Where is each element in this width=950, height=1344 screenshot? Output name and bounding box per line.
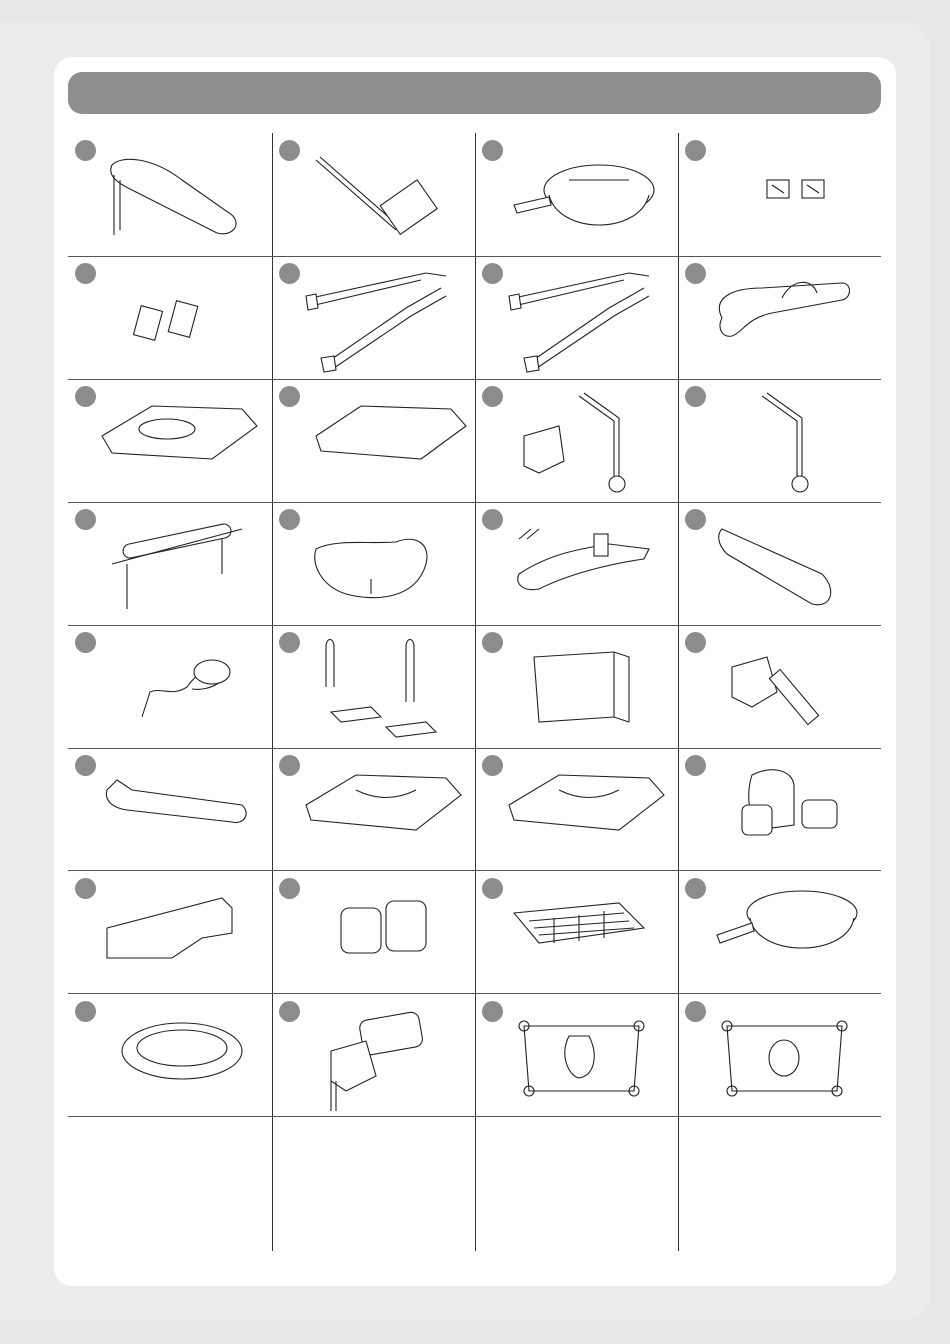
part-cell: [475, 502, 678, 625]
part-cell: [68, 871, 272, 994]
toilet-seat-icon: [92, 381, 268, 499]
part-cell: [678, 625, 881, 748]
trough-pad-icon: [702, 504, 878, 622]
part-cell: [678, 502, 881, 625]
part-cell: [475, 256, 678, 379]
part-cell: [68, 625, 272, 748]
part-cell: [272, 871, 475, 994]
part-cell: [678, 133, 881, 256]
part-cell: [678, 748, 881, 871]
abduction-block-icon: [92, 873, 268, 991]
push-handle-icon: [702, 381, 878, 499]
part-cell: [272, 748, 475, 871]
part-cell: [475, 871, 678, 994]
net-seat-icon: [499, 873, 675, 991]
part-cell: [475, 994, 678, 1117]
part-cell: [678, 256, 881, 379]
handle-icon: [702, 258, 878, 376]
part-cell: [272, 256, 475, 379]
headrest-icon: [296, 996, 472, 1114]
clips-icon: [702, 135, 878, 253]
pelvic-belt-icon: [499, 504, 675, 622]
part-cell: [68, 379, 272, 502]
part-cell: [68, 994, 272, 1117]
part-cell: [475, 748, 678, 871]
header-bar: [68, 72, 881, 114]
part-cell: [68, 748, 272, 871]
part-cell: [68, 133, 272, 256]
padded-bar-icon: [92, 504, 268, 622]
sling-icon: [702, 996, 878, 1114]
armrest-icon: [92, 135, 268, 253]
page-title: [68, 84, 86, 101]
bracket-and-tube-icon: [702, 627, 878, 745]
part-cell: [678, 871, 881, 994]
part-cell: [475, 133, 678, 256]
part-cell: [678, 379, 881, 502]
part-cell: [272, 625, 475, 748]
seat-cover-icon: [296, 381, 472, 499]
footplate-bracket-icon: [296, 135, 472, 253]
part-cell: [678, 994, 881, 1117]
part-cell: [475, 625, 678, 748]
part-cell: [272, 994, 475, 1117]
lateral-pads-icon: [702, 750, 878, 868]
leg-frame-icon: [296, 258, 472, 376]
seat-cushion-icon: [499, 750, 675, 868]
part-cell: [68, 502, 272, 625]
commode-pan-with-lid-icon: [499, 135, 675, 253]
cord-icon: [92, 627, 268, 745]
chest-belt-icon: [296, 504, 472, 622]
part-cell: [68, 256, 272, 379]
part-cell: [272, 379, 475, 502]
part-cell: [272, 502, 475, 625]
bowl-lid-icon: [92, 996, 268, 1114]
part-cell: [475, 379, 678, 502]
seat-cushion-icon: [296, 750, 472, 868]
push-handle-with-wheel-icon: [499, 381, 675, 499]
back-support-icon: [499, 627, 675, 745]
leg-frame-icon: [499, 258, 675, 376]
part-cell: [272, 133, 475, 256]
head-pads-icon: [296, 873, 472, 991]
connector-blocks-icon: [92, 258, 268, 376]
armrest-pad-icon: [92, 750, 268, 868]
footrests-icon: [296, 627, 472, 745]
bowl-icon: [702, 873, 878, 991]
sling-with-hole-icon: [499, 996, 675, 1114]
